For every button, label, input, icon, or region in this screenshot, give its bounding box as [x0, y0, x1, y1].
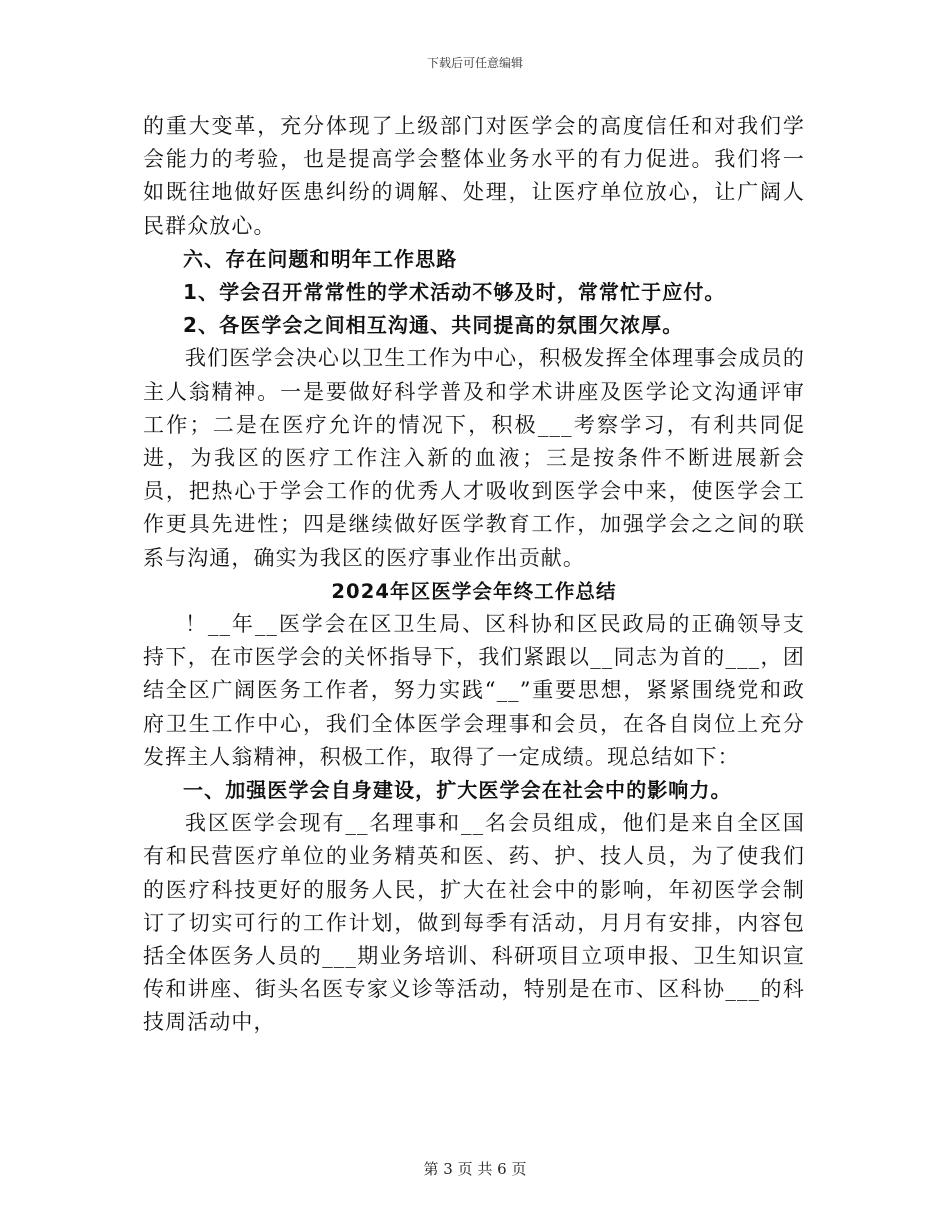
- document-body: [143, 110, 805, 1040]
- paragraph-members: 我区医学会现有__名理事和__名会员组成，他们是来自全区国有和民营医疗单位的业务精英和医、药、护、技人员，为了使我们的医疗科技更好的服务人民，扩大在社会中的影响，年初医学会制订了切实可行的工作计划，做到每季有活动，月月有安排，内容包括全体医务人员的___期业务培训、科研项目立项申报、卫生知识宣传和讲座、街头名医专家义诊等活动，特别是在市、区科协___的科技周活动中，: [143, 811, 805, 1035]
- problem-item-1: 1、学会召开常常性的学术活动不够及时，常常忙于应付。: [183, 280, 726, 305]
- document-title: 2024年区医学会年终工作总结: [331, 579, 617, 603]
- section-heading-six: 六、存在问题和明年工作思路: [183, 246, 458, 271]
- paragraph-intro: ！__年__医学会在区卫生局、区科协和区民政局的正确领导支持下，在市医学会的关怀指导下，我们紧跟以__同志为首的___，团结全区广阔医务工作者，努力实践“__”重要思想，紧紧围绕党和政府卫生工作中心，我们全体医学会理事和会员，在各自岗位上充分发挥主人翁精神，积极工作，取得了一定成绩。现总结如下：: [143, 612, 805, 769]
- paragraph-plan: 我们医学会决心以卫生工作为中心，积极发挥全体理事会成员的主人翁精神。一是要做好科学普及和学术讲座及医学论文沟通评审工作；二是在医疗允许的情况下，积极___考察学习，有利共同促进，为我区的医疗工作注入新的血液；三是按条件不断进展新会员，把热心于学会工作的优秀人才吸收到医学会中来，使医学会工作更具先进性；四是继续做好医学教育工作，加强学会之之间的联系与沟通，确实为我区的医疗事业作出贡献。: [143, 346, 805, 570]
- paragraph-continued: 的重大变革，充分体现了上级部门对医学会的高度信任和对我们学会能力的考验，也是提高学会整体业务水平的有力促进。我们将一如既往地做好医患纠纷的调解、处理，让医疗单位放心，让广阔人民群众放心。: [143, 114, 805, 238]
- section-heading-one: 一、加强医学会自身建设，扩大医学会在社会中的影响力。: [183, 778, 732, 803]
- page-header: 下载后可任意编辑: [426, 56, 523, 70]
- problem-item-2: 2、各医学会之间相互沟通、共同提高的氛围欠浓厚。: [183, 313, 684, 338]
- page-number: 第 3 页 共 6 页: [423, 1160, 527, 1178]
